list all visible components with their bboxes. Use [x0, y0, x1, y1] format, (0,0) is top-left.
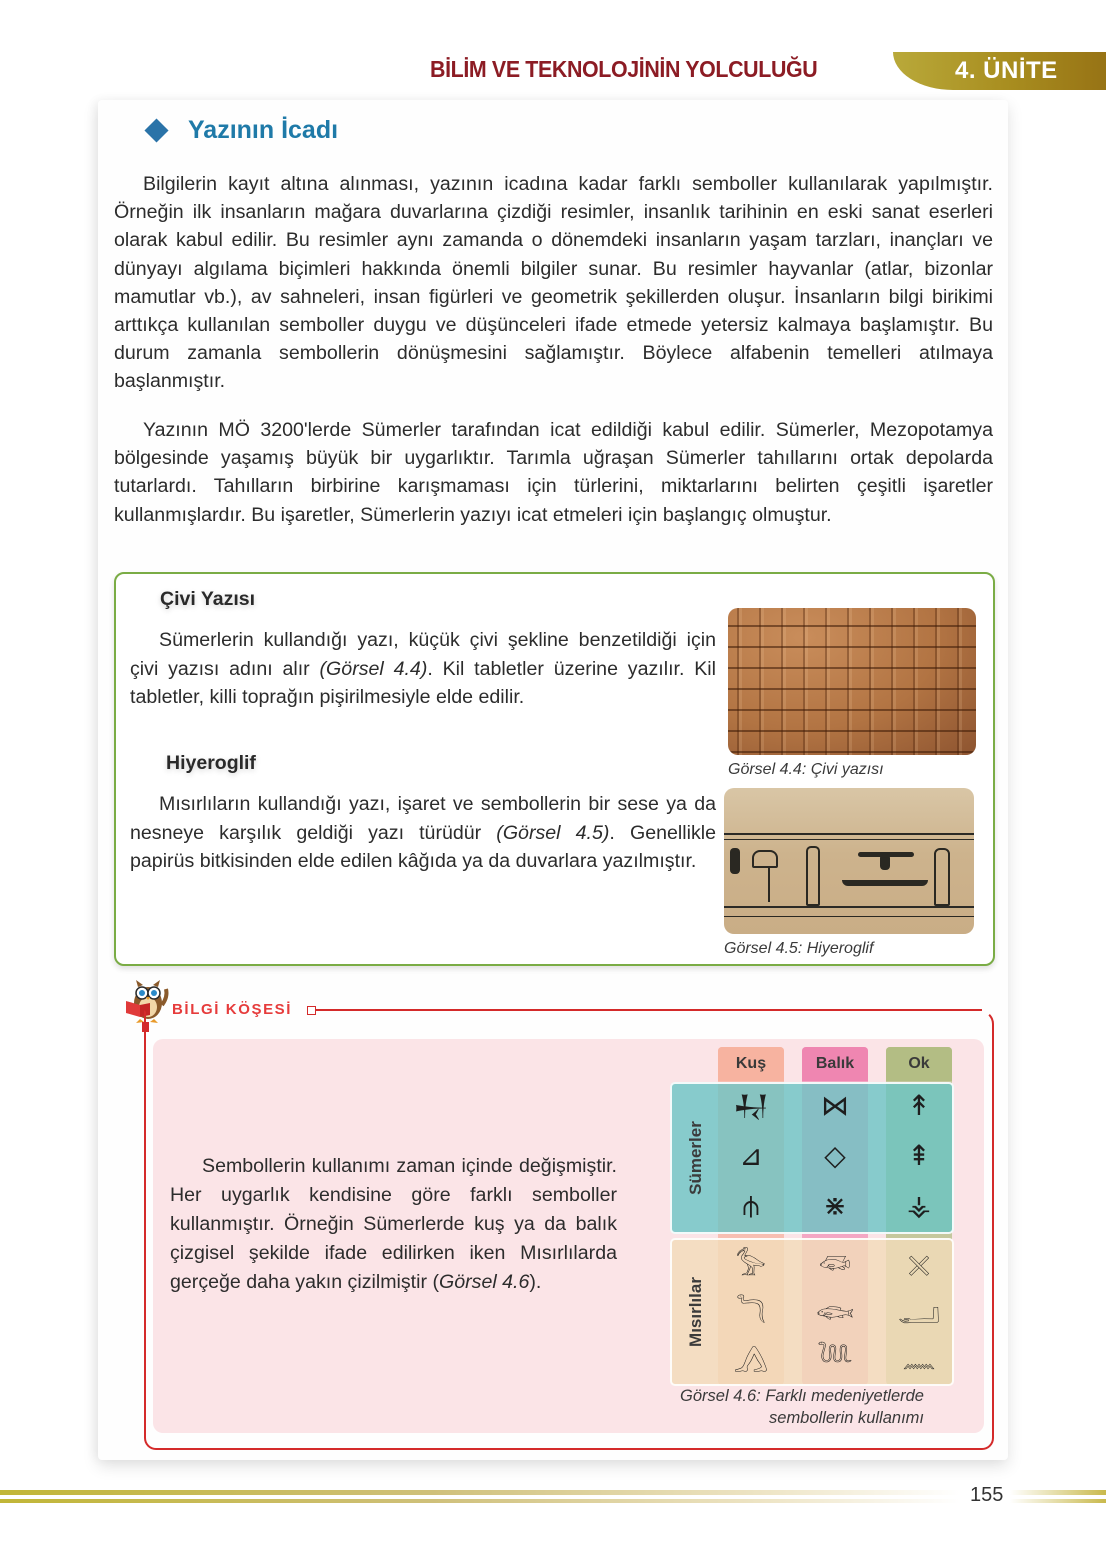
diamond-bullet-icon: [144, 118, 168, 142]
caption-4-6: Görsel 4.6: Farklı medeniyetlerde sembollerin kullanımı: [680, 1387, 924, 1427]
footer-rule-left-bottom: [0, 1499, 960, 1503]
egyptian-fish-glyph-1: 𓆛: [818, 1249, 852, 1282]
info-corner-text: Sembollerin kullanımı zaman içinde değişmiştir. Her uygarlık kendisine göre farklı semboller kullanmıştır. Örneğin Sümerlerde kuş ya da balık çizgisel şekilde ifade edilirken iken Mısırlılarda gerçeğe daha yakın çizilmiştir (Görsel 4.6).: [170, 1155, 617, 1293]
egyptian-arrow-glyph-1: 𓏴: [907, 1249, 931, 1282]
sumerian-fish-glyph-2: ◇: [824, 1139, 846, 1172]
column-header-ok: Ok: [886, 1047, 952, 1081]
egyptian-fish-glyph-2: 𓆟: [815, 1297, 855, 1330]
figure-ref-4-5: (Görsel 4.5): [496, 821, 610, 844]
figure-ref-4-6: Görsel 4.6: [438, 1271, 530, 1293]
writing-systems-box: [114, 572, 995, 966]
cuneiform-text: Sümerlerin kullandığı yazı, küçük çivi şekline benzetildiği için çivi yazısı adını alır (Görsel 4.4). Kil tabletler üzerine yazılır. Kil tabletler, killi toprağın pişirilmesiyle elde edilir.: [130, 629, 716, 708]
row-label-misirlilar: Mısırlılar: [686, 1277, 705, 1347]
section-heading: [146, 116, 338, 145]
sumerian-fish-glyph-3: ⋇: [823, 1189, 847, 1222]
sumerian-fish-glyph-1: ⋈: [821, 1089, 849, 1122]
sumerian-arrow-glyph-2: ⇞: [907, 1139, 931, 1172]
section-title: Yazının İcadı: [188, 116, 339, 144]
hieroglyph-heading: Hiyeroglif: [166, 752, 256, 774]
sumerian-arrow-glyph-1: ↟: [907, 1089, 931, 1122]
caption-4-4: Görsel 4.4: Çivi yazısı: [728, 761, 884, 778]
sumerian-arrow-glyph-3: ⚶: [907, 1189, 931, 1222]
egyptian-bird-glyph-3: 𓂻: [733, 1341, 769, 1374]
info-corner-title: BİLGİ KÖŞESİ: [172, 1001, 293, 1018]
footer-rule-right-top: [1010, 1490, 1106, 1495]
page-number: 155: [970, 1484, 1004, 1506]
unit-tab: [893, 52, 1106, 90]
chapter-title: BİLİM VE TEKNOLOJİNİN YOLCULUĞU: [430, 56, 818, 82]
egyptian-fish-glyph-3: 𓆙: [817, 1341, 853, 1374]
hieroglyph-text: Mısırlıların kullandığı yazı, işaret ve sembollerin bir sese ya da nesneye karşılık geldiği yazı türüdür (Görsel 4.5). Genellikle papirüs bitkisinden elde edilen kâğıda ya da duvarlara yazılmıştır.: [130, 793, 716, 872]
egyptian-arrow-glyph-3: 𓈖: [902, 1341, 936, 1374]
sumerian-bird-glyph-1: 𒄷: [733, 1089, 769, 1122]
paragraph-1: Bilgilerin kayıt altına alınması, yazının icadına kadar farklı semboller kullanılarak yapılmıştır. Örneğin ilk insanların mağara duvarlarına çizdiği resimler, insanlık tarihinin en eski sanat eserleri olarak kabul edilir. Bu resimler aynı zamanda o dönemdeki insanların yaşam tarzları, inançları ve dünyayı algılama biçimleri hakkında önemli bilgiler sunar. Bu resimler hayvanlar (atlar, bizonlar mamutlar vb.), av sahneleri, insan figürleri ve geometrik şekillerden oluşur. İnsanların bilgi birikimi arttıkça kullanılan semboller duygu ve düşünceleri ifade etmede yetersiz kalmaya başlamıştır. Bu durum zamanla sembollerin dönüşmesini sağlamıştır. Böylece alfabenin temelleri atılmaya başlanmıştır.: [114, 173, 993, 393]
hieroglyph-papyrus-image: [724, 788, 974, 934]
paragraph-2: Yazının MÖ 3200'lerde Sümerler tarafından icat edildiği kabul edilir. Sümerler, Mezopotamya bölgesinde yaşamış büyük bir uygarlıktır. Tarımla uğraşan Sümerler tahıllarını ortak depolarda tutarlardı. Tahılların birbirine karışmaması için türlerini, miktarlarını belirten çeşitli işaretler kullanmışlardır. Bu işaretler, Sümerlerin yazıyı icat etmeleri için başlangıç olmuştur.: [114, 419, 993, 526]
cuneiform-tablet-image: [728, 608, 976, 755]
figure-ref-4-4: (Görsel 4.4): [319, 657, 428, 680]
sumerian-bird-glyph-2: ⊿: [739, 1139, 763, 1172]
column-header-balik: Balık: [802, 1047, 868, 1081]
egyptian-bird-glyph-2: 𓆓: [736, 1297, 766, 1330]
footer-rule-right-bottom: [1010, 1499, 1106, 1503]
sumerian-bird-glyph-3: ⫛: [742, 1189, 760, 1222]
footer-rule-left-top: [0, 1490, 960, 1495]
frame-left-marker: [142, 1022, 149, 1032]
unit-label: 4. ÜNİTE: [955, 57, 1058, 84]
egyptian-bird-glyph-1: 𓅞: [735, 1249, 767, 1282]
cuneiform-heading: Çivi Yazısı: [160, 588, 256, 610]
column-header-kus: Kuş: [718, 1047, 784, 1081]
row-label-sumerler: Sümerler: [686, 1121, 705, 1195]
egyptian-arrow-glyph-2: 𓂝: [897, 1297, 941, 1330]
caption-4-5: Görsel 4.5: Hiyeroglif: [724, 940, 874, 957]
